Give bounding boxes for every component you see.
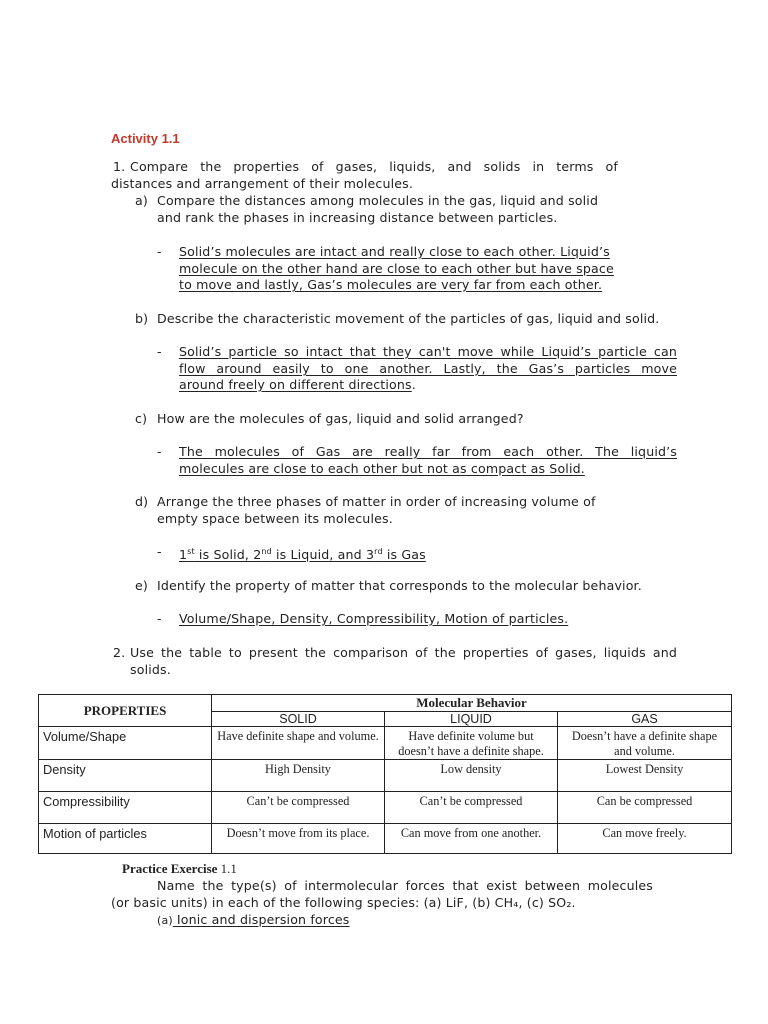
q1b-answer-dash: - [157, 344, 162, 359]
q1d-answer-sup2: nd [261, 547, 272, 556]
practice-line1: Name the type(s) of intermolecular forces that exist between molecules [157, 878, 653, 893]
cell-liquid: Have definite volume but doesn’t have a definite shape. [385, 727, 558, 760]
q1a-marker: a) [135, 193, 148, 208]
cell-gas: Lowest Density [558, 760, 732, 792]
q1b-answer-line1: Solid’s particle so intact that they can't move while Liquid’s particle can [179, 344, 677, 359]
q1d-answer-sup1: st [187, 547, 195, 556]
q1a-line1: Compare the distances among molecules in the gas, liquid and solid [157, 193, 599, 208]
q1b-answer-line3-wrap [179, 377, 416, 394]
row-label: Motion of particles [39, 824, 212, 854]
row-label: Density [39, 760, 212, 792]
q1e-answer-dash: - [157, 611, 162, 626]
table-row [39, 760, 732, 792]
practice-line2: (or basic units) in each of the following species: (a) LiF, (b) CH₄, (c) SO₂. [111, 895, 576, 910]
cell-liquid: Can’t be compressed [385, 792, 558, 824]
row-label: Volume/Shape [39, 727, 212, 760]
practice-title-bold: Practice Exercise [122, 861, 218, 876]
q1a-answer-line2: molecule on the other hand are close to each other but have space [179, 261, 614, 276]
q1d-line2: empty space between its molecules. [157, 511, 393, 526]
practice-answer-marker: (a) [157, 914, 173, 927]
q1b-answer-line3: around freely on different directions [179, 377, 412, 392]
cell-solid: Have definite shape and volume. [212, 727, 385, 760]
cell-solid: Can’t be compressed [212, 792, 385, 824]
column-header-gas: GAS [558, 712, 732, 727]
table-row [39, 824, 732, 854]
practice-answer [157, 912, 350, 930]
column-header-liquid: LIQUID [385, 712, 558, 727]
q1d-marker: d) [135, 494, 149, 509]
q1d-answer-sup3: rd [374, 547, 383, 556]
cell-solid: High Density [212, 760, 385, 792]
column-header-solid: SOLID [212, 712, 385, 727]
molecular-behavior-header: Molecular Behavior [212, 695, 732, 712]
q1b-line1: Describe the characteristic movement of the particles of gas, liquid and solid. [157, 311, 660, 326]
q2-number: 2. [113, 645, 126, 660]
q1d-answer [179, 544, 426, 564]
q1b-marker: b) [135, 311, 149, 326]
properties-header: PROPERTIES [39, 695, 212, 727]
cell-gas: Doesn’t have a definite shape and volume. [558, 727, 732, 760]
q1a-answer-dash: - [157, 244, 162, 259]
cell-liquid: Low density [385, 760, 558, 792]
q1a-answer-line3: to move and lastly, Gas’s molecules are very far from each other. [179, 277, 603, 292]
properties-table [38, 694, 732, 854]
practice-answer-text: Ionic and dispersion forces [172, 912, 350, 927]
q1c-answer-line1: The molecules of Gas are really far from each other. The liquid’s [179, 444, 677, 459]
q1e-line1: Identify the property of matter that corresponds to the molecular behavior. [157, 578, 642, 593]
q1d-answer-dash: - [157, 544, 162, 559]
table-row [39, 727, 732, 760]
cell-gas: Can be compressed [558, 792, 732, 824]
q1b-answer-line2: flow around easily to one another. Lastly, the Gas’s particles move [179, 361, 677, 376]
q1c-answer-line2: molecules are close to each other but not as compact as Solid. [179, 461, 585, 476]
practice-title [122, 861, 237, 877]
q1c-line1: How are the molecules of gas, liquid and solid arranged? [157, 411, 524, 426]
activity-title: Activity 1.1 [111, 131, 180, 146]
practice-title-number: 1.1 [217, 861, 237, 876]
q1-line2: distances and arrangement of their molecules. [111, 176, 414, 191]
q1e-marker: e) [135, 578, 148, 593]
q1d-answer-part2: is Solid, 2 [194, 547, 262, 563]
q1d-answer-part3: is Liquid, and 3 [271, 547, 375, 563]
row-label: Compressibility [39, 792, 212, 824]
q1-number: 1. [113, 159, 126, 174]
q1d-answer-part1: 1 [179, 547, 188, 563]
q1d-line1: Arrange the three phases of matter in order of increasing volume of [157, 494, 596, 509]
q1d-answer-part4: is Gas [382, 547, 426, 563]
q1a-line2: and rank the phases in increasing distance between particles. [157, 210, 558, 225]
q1b-answer-line3-end: . [411, 377, 416, 392]
cell-solid: Doesn’t move from its place. [212, 824, 385, 854]
cell-gas: Can move freely. [558, 824, 732, 854]
cell-liquid: Can move from one another. [385, 824, 558, 854]
q2-line2: solids. [130, 662, 171, 677]
q1e-answer-line1: Volume/Shape, Density, Compressibility, Motion of particles. [179, 611, 569, 626]
q2-line1: Use the table to present the comparison of the properties of gases, liquids and [130, 645, 677, 660]
q1c-marker: c) [135, 411, 148, 426]
table-row [39, 792, 732, 824]
q1-line1: Compare the properties of gases, liquids, and solids in terms of [130, 159, 618, 174]
q1c-answer-dash: - [157, 444, 162, 459]
q1a-answer-line1: Solid’s molecules are intact and really close to each other. Liquid’s [179, 244, 610, 259]
